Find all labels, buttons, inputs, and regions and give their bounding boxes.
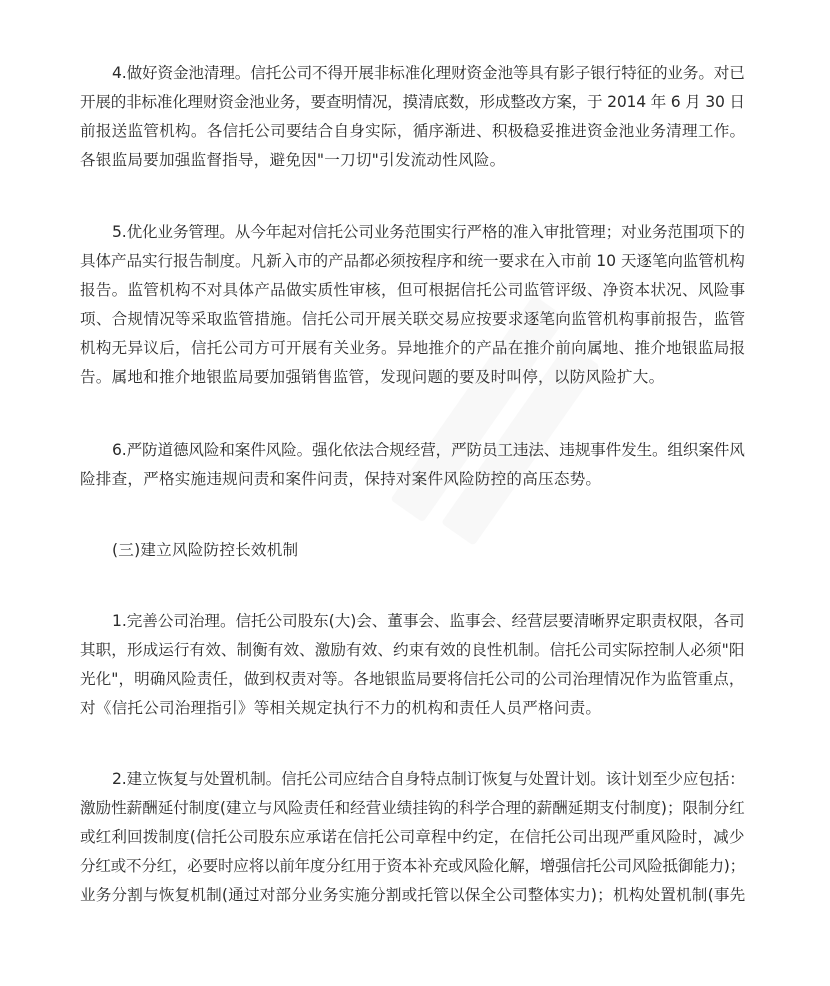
text-line: 光化"，明确风险责任，做到权责对等。各地银监局要将信托公司的公司治理情况作为监管重点，: [80, 670, 745, 688]
text-line: 具体产品实行报告制度。凡新入市的产品都必须按程序和统一要求在入市前 10 天逐笔向监管机构: [80, 252, 745, 270]
text-line: 激励性薪酬延付制度(建立与风险责任和经营业绩挂钩的科学合理的薪酬延期支付制度)；限制分红: [80, 799, 745, 817]
text-line: 各银监局要加强监督指导，避免因"一刀切"引发流动性风险。: [80, 151, 506, 169]
text-line: 业务分割与恢复机制(通过对部分业务实施分割或托管以保全公司整体实力)；机构处置机制(事先: [80, 886, 746, 904]
text-line: 项、合规情况等采取监管措施。信托公司开展关联交易应按要求逐笔向监管机构事前报告，监管: [80, 310, 746, 328]
text-line: 其职，形成运行有效、制衡有效、激励有效、约束有效的良性机制。信托公司实际控制人必须"阳: [80, 641, 745, 659]
text-line: 告。属地和推介地银监局要加强销售监管，发现问题的要及时叫停，以防风险扩大。: [80, 368, 665, 386]
text-line: 6.严防道德风险和案件风险。强化依法合规经营，严防员工违法、违规事件发生。组织案件风: [112, 441, 745, 459]
text-line: 前报送监管机构。各信托公司要结合自身实际，循序渐进、积极稳妥推进资金池业务清理工作。: [80, 122, 746, 140]
text-line: 或红利回拨制度(信托公司股东应承诺在信托公司章程中约定，在信托公司出现严重风险时，减少: [80, 828, 745, 846]
text-line: 开展的非标准化理财资金池业务，要查明情况，摸清底数，形成整改方案，于 2014 年 6 月 30 日: [80, 93, 745, 111]
text-line: 2.建立恢复与处置机制。信托公司应结合自身特点制订恢复与处置计划。该计划至少应包括：: [112, 770, 745, 788]
text-line: 1.完善公司治理。信托公司股东(大)会、董事会、监事会、经营层要清晰界定职责权限，各司: [112, 612, 745, 630]
text-line: 机构无异议后，信托公司方可开展有关业务。异地推介的产品在推介前向属地、推介地银监局报: [80, 339, 746, 357]
text-line: 险排查，严格实施违规问责和案件问责，保持对案件风险防控的高压态势。: [80, 470, 602, 488]
heading-text: (三)建立风险防控长效机制: [112, 541, 299, 559]
text-line: 对《信托公司治理指引》等相关规定执行不力的机构和责任人员严格问责。: [80, 699, 602, 717]
text-line: 5.优化业务管理。从今年起对信托公司业务范围实行严格的准入审批管理；对业务范围项下的: [112, 223, 745, 241]
text-line: 4.做好资金池清理。信托公司不得开展非标准化理财资金池等具有影子银行特征的业务。对已: [112, 64, 745, 82]
text-line: 分红或不分红，必要时应将以前年度分红用于资本补充或风险化解，增强信托公司风险抵御能力)；: [80, 857, 745, 875]
text-line: 报告。监管机构不对具体产品做实质性审核，但可根据信托公司监管评级、净资本状况、风险事: [80, 281, 746, 299]
